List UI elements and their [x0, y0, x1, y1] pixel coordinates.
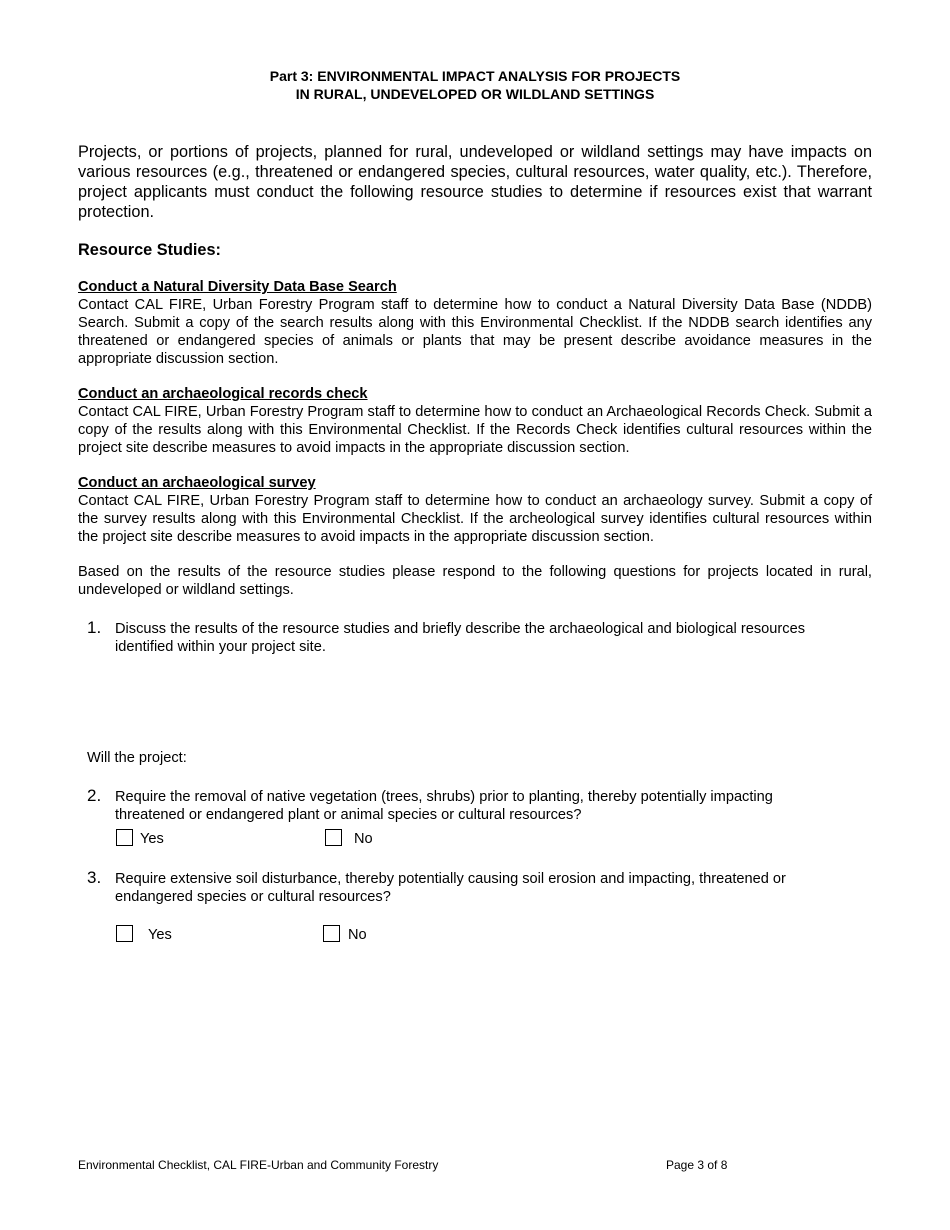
question-3-yes-checkbox[interactable] — [116, 925, 133, 942]
question-1-number: 1. — [87, 618, 102, 637]
section-title: Conduct an archaeological survey — [78, 475, 316, 491]
footer-page-number: Page 3 of 8 — [666, 1158, 728, 1172]
question-2-no-checkbox[interactable] — [325, 829, 342, 846]
section-title: Conduct a Natural Diversity Data Base Search — [78, 279, 397, 295]
section-records-check — [78, 385, 872, 457]
question-1-text: Discuss the results of the resource studies and briefly describe the archaeological and biological resources identified within your project site. — [115, 621, 805, 655]
intro-paragraph: Projects, or portions of projects, planned for rural, undeveloped or wildland settings may have impacts on various resources (e.g., threatened or endangered species, cultural resources, water quality, etc.). Therefore, project applicants must conduct the following resource studies to determine if resources exist that warrant protection. — [78, 143, 872, 221]
based-on-paragraph: Based on the results of the resource studies please respond to the following questions for projects located in rural, undeveloped or wildland settings. — [78, 564, 872, 598]
section-body: Contact CAL FIRE, Urban Forestry Program staff to determine how to conduct an Archaeological Records Check. Submit a copy of the results along with this Environmental Checklist. If the Records Check identifies cultural resources within the project site describe measures to avoid impacts in the appropriate discussion section. — [78, 404, 872, 456]
resource-studies-heading: Resource Studies: — [78, 241, 221, 259]
page-title — [0, 67, 950, 103]
will-the-project-label: Will the project: — [87, 750, 187, 766]
question-2-no-label: No — [354, 831, 373, 847]
question-2-yes-label: Yes — [140, 831, 164, 847]
footer-document-title: Environmental Checklist, CAL FIRE-Urban and Community Forestry — [78, 1158, 439, 1172]
question-3-number: 3. — [87, 868, 102, 887]
section-archaeological-survey — [78, 474, 872, 546]
section-nddb-search — [78, 278, 872, 368]
title-line-2: IN RURAL, UNDEVELOPED OR WILDLAND SETTINGS — [295, 86, 655, 102]
question-3-text: Require extensive soil disturbance, thereby potentially causing soil erosion and impacting, threatened or endangered species or cultural resources? — [115, 871, 786, 905]
question-2-number: 2. — [87, 786, 102, 805]
question-3-no-label: No — [348, 927, 367, 943]
section-title: Conduct an archaeological records check — [78, 386, 368, 402]
question-2-text: Require the removal of native vegetation (trees, shrubs) prior to planting, thereby potentially impacting threatened or endangered plant or animal species or cultural resources? — [115, 789, 773, 823]
section-body: Contact CAL FIRE, Urban Forestry Program staff to determine how to conduct a Natural Diversity Data Base (NDDB) Search. Submit a copy of the search results along with this Environmental Checklist. If the NDDB search identifies any threatened or endangered species of animals or plants that may be present describe avoidance measures in the appropriate discussion section. — [78, 297, 872, 367]
question-3-no-checkbox[interactable] — [323, 925, 340, 942]
section-body: Contact CAL FIRE, Urban Forestry Program staff to determine how to conduct an archaeology survey. Submit a copy of the survey results along with this Environmental Checklist. If the archeological survey identifies cultural resources within the project site describe measures to avoid impacts in the appropriate discussion section. — [78, 493, 872, 545]
question-3-yes-label: Yes — [148, 927, 172, 943]
question-2-yes-checkbox[interactable] — [116, 829, 133, 846]
title-line-1: Part 3: ENVIRONMENTAL IMPACT ANALYSIS FOR PROJECTS — [269, 68, 681, 84]
